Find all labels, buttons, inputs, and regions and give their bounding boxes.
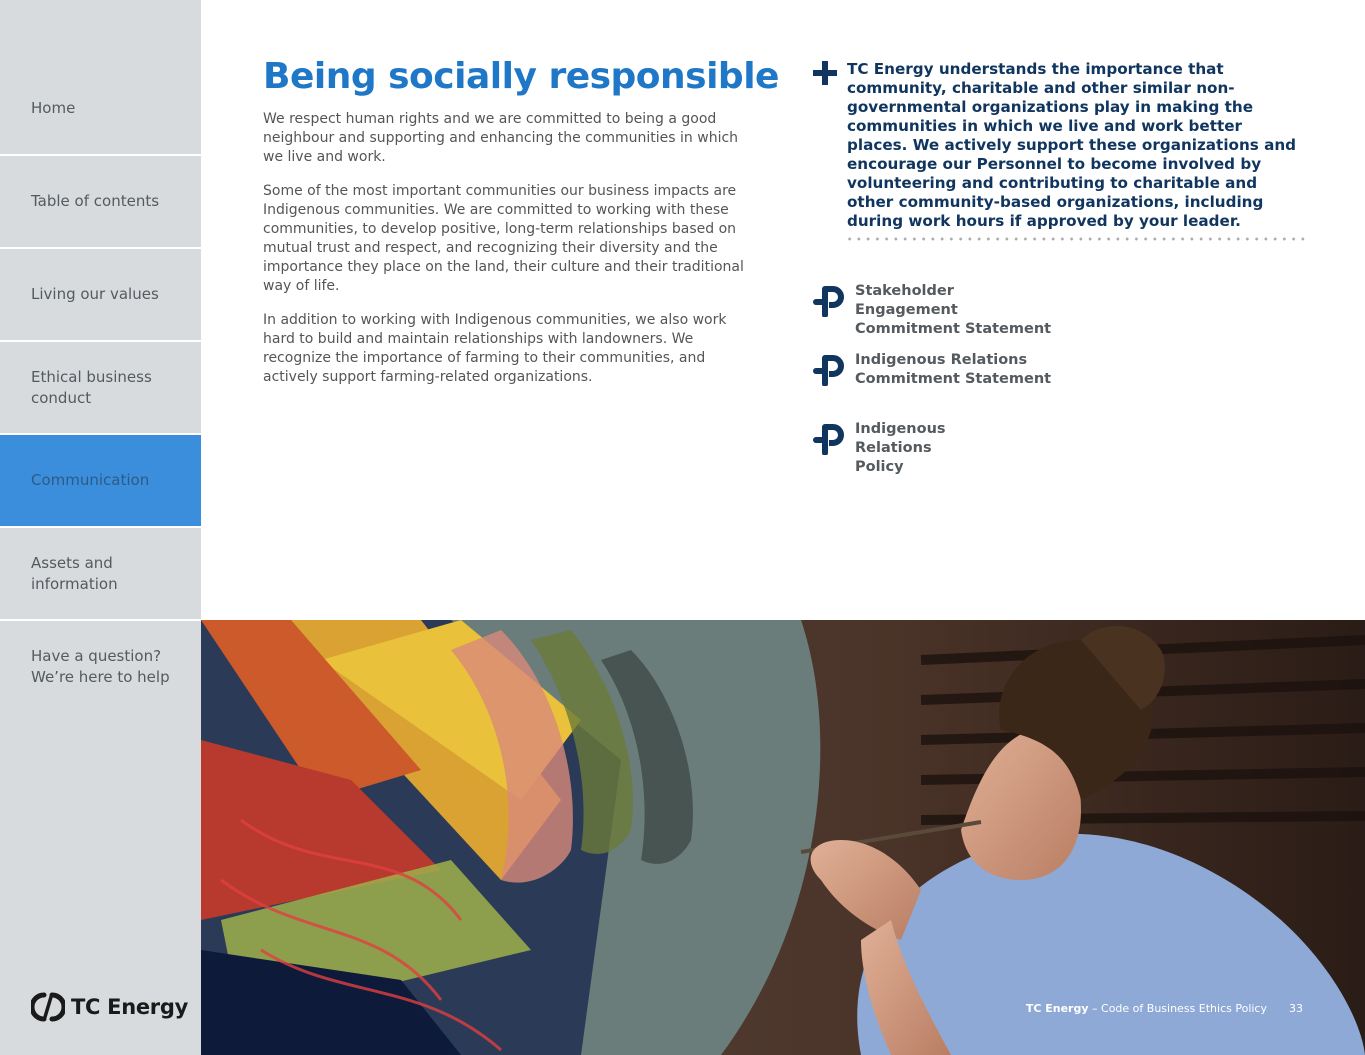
- body-paragraph: We respect human rights and we are committed to being a good neighbour and supporting and enhancing the communities in which we live and work.: [263, 111, 739, 165]
- logo-text: TC Energy: [71, 995, 188, 1019]
- body-paragraph: In addition to working with Indigenous communities, we also work hard to build and maintain relationships with landowners. We recognize the importance of farming to their communities, and actively support farming-related organizations.: [263, 312, 727, 385]
- link-indigenous-relations-policy[interactable]: [813, 420, 975, 477]
- link-label: Indigenous Relations Commitment Statement: [855, 352, 1052, 387]
- nav-item-have-a-question[interactable]: [0, 621, 201, 712]
- link-indigenous-relations-commitment[interactable]: [813, 351, 1055, 389]
- nav-item-label: Table of contents: [31, 192, 160, 210]
- page-number: 33: [1289, 1002, 1303, 1015]
- plus-icon: [813, 61, 837, 85]
- callout-text: TC Energy understands the importance that community, charitable and other similar non-governmental organizations play in making the communities in which we live and work better places. We actively support these organizations and encourage our Personnel to become involved by volunteering and contributing to charitable and other community-based organizations, including during work hours if approved by your leader.: [847, 60, 1297, 230]
- tc-energy-logo-icon: [31, 990, 65, 1024]
- tc-energy-logo: [31, 990, 188, 1024]
- nav-item-table-of-contents[interactable]: [0, 156, 201, 247]
- page-footer: [1026, 1002, 1303, 1015]
- footer-brand: TC Energy: [1025, 1002, 1089, 1015]
- nav-item-label: Living our values: [31, 285, 159, 303]
- nav-item-label: Ethical business conduct: [31, 367, 152, 407]
- nav-item-assets-and-information[interactable]: [0, 528, 201, 619]
- nav-item-label: Communication: [31, 471, 150, 489]
- nav-item-living-our-values[interactable]: [0, 249, 201, 340]
- sidebar-nav: [0, 0, 201, 1055]
- link-label: Stakeholder Engagement Commitment Statement: [855, 283, 1052, 337]
- policy-link-icon: [813, 283, 845, 317]
- page-title: Being socially responsible: [263, 56, 779, 97]
- nav-item-ethical-business-conduct[interactable]: [0, 342, 201, 433]
- link-label: Indigenous Relations Policy: [855, 421, 946, 475]
- body-paragraph: Some of the most important communities our business impacts are Indigenous communities. We are committed to working with these communities, to develop positive, long-term relationships based on mutual trust and respect, and recognizing their diversity and the importance they place on the land, their culture and their traditional way of life.: [263, 183, 744, 294]
- photo-illustration: [201, 620, 1365, 1055]
- footer-doc-title: – Code of Business Ethics Policy: [1088, 1002, 1267, 1015]
- nav-item-communication[interactable]: [0, 435, 201, 526]
- policy-link-icon: [813, 352, 845, 386]
- nav-item-label: Have a question? We’re here to help: [31, 646, 170, 686]
- mural-painter-photo: [201, 620, 1365, 1055]
- body-text: [263, 110, 753, 402]
- policy-link-icon: [813, 421, 845, 455]
- link-stakeholder-engagement[interactable]: [813, 282, 1055, 339]
- nav-item-label: Assets and information: [31, 553, 118, 593]
- nav-item-label: Home: [31, 99, 76, 117]
- dotted-divider: [845, 237, 1307, 241]
- nav-item-home[interactable]: [0, 63, 201, 154]
